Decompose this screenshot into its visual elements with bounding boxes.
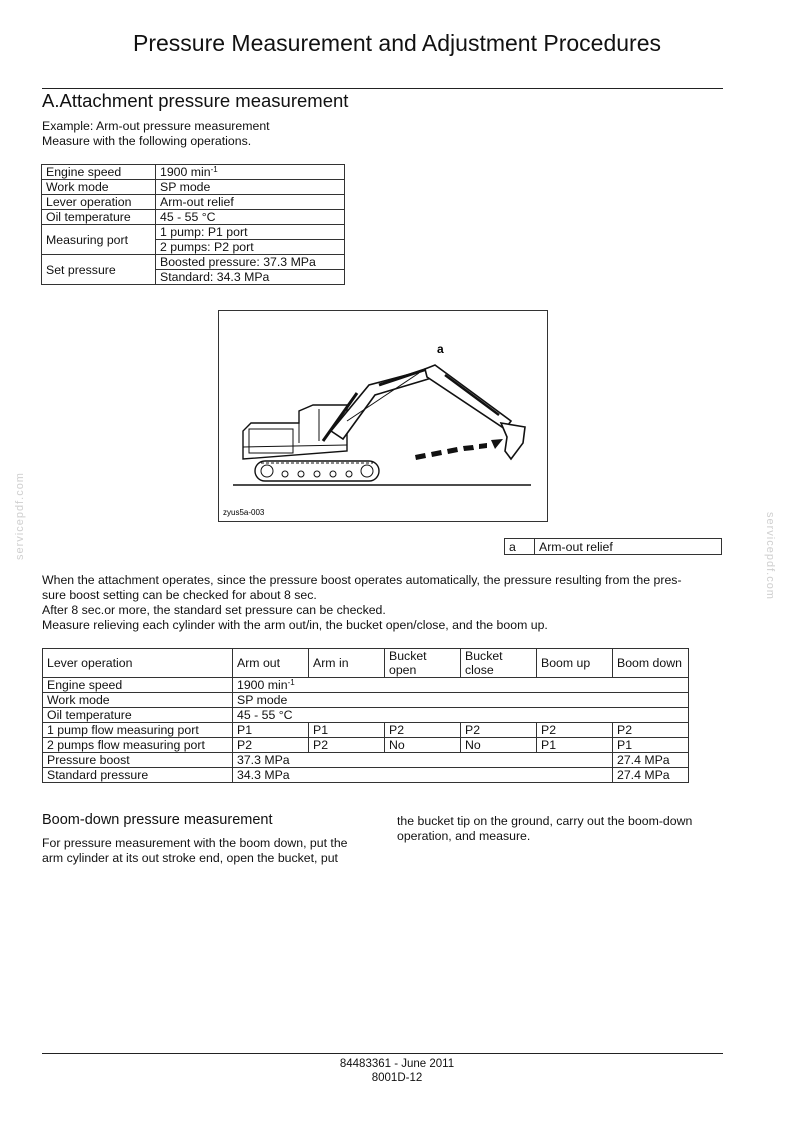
footer-doc-number: 84483361 - June 2011 xyxy=(339,1058,455,1070)
row-label: 1 pump flow measuring port xyxy=(43,723,233,738)
row-label: 2 pumps flow measuring port xyxy=(43,738,233,753)
table-cell: Arm-out relief xyxy=(156,195,345,210)
excavator-figure xyxy=(218,310,548,522)
body-paragraph xyxy=(42,573,723,633)
table-cell: Boosted pressure: 37.3 MPa xyxy=(156,255,345,270)
table-row xyxy=(42,195,345,210)
legend-text: Arm-out relief xyxy=(535,539,722,555)
column-header: Boom up xyxy=(537,649,613,678)
table-cell: Work mode xyxy=(42,180,156,195)
table-cell: 45 - 55 °C xyxy=(156,210,345,225)
intro-line: Measure with the following operations. xyxy=(42,134,252,148)
table-cell: No xyxy=(461,738,537,753)
body-column-left xyxy=(42,836,367,866)
table-cell: SP mode xyxy=(156,180,345,195)
table-cell: Engine speed xyxy=(42,165,156,180)
table-row xyxy=(42,225,345,240)
table-cell: Lever operation xyxy=(42,195,156,210)
watermark-right: servicepdf.com xyxy=(764,512,776,600)
table-row xyxy=(505,539,722,555)
table-cell: 34.3 MPa xyxy=(233,768,613,783)
table-cell: P2 xyxy=(613,723,689,738)
figure-legend xyxy=(504,538,722,555)
table-cell: P2 xyxy=(233,738,309,753)
pressure-table xyxy=(42,648,689,783)
table-header-row xyxy=(43,649,689,678)
table-row xyxy=(42,210,345,225)
footer-page-number: 8001D-12 xyxy=(371,1072,423,1084)
paragraph-line: Measure relieving each cylinder with the arm out/in, the bucket open/close, and the boom up. xyxy=(42,618,548,632)
paragraph-line: operation, and measure. xyxy=(397,829,531,843)
table-row xyxy=(43,723,689,738)
table-cell xyxy=(156,165,345,180)
table-row xyxy=(43,738,689,753)
conditions-table xyxy=(41,164,345,285)
column-header: Arm in xyxy=(309,649,385,678)
table-row xyxy=(42,255,345,270)
paragraph-line: After 8 sec.or more, the standard set pressure can be checked. xyxy=(42,603,386,617)
page-title: Pressure Measurement and Adjustment Procedures xyxy=(133,30,661,56)
table-cell: P1 xyxy=(537,738,613,753)
column-header: Bucket open xyxy=(385,649,461,678)
paragraph-line: arm cylinder at its out stroke end, open the bucket, put xyxy=(42,851,338,865)
row-label: Work mode xyxy=(43,693,233,708)
table-cell: Oil temperature xyxy=(42,210,156,225)
column-header: Boom down xyxy=(613,649,689,678)
table-cell: 37.3 MPa xyxy=(233,753,613,768)
paragraph-line: When the attachment operates, since the pressure boost operates automatically, the pressure resulting from the pres- xyxy=(42,573,682,587)
header-rule xyxy=(42,88,723,89)
table-cell: No xyxy=(385,738,461,753)
table-cell: P1 xyxy=(309,723,385,738)
figure-callout: a xyxy=(437,342,444,356)
table-cell: Set pressure xyxy=(42,255,156,285)
table-cell: P2 xyxy=(309,738,385,753)
table-row xyxy=(42,165,345,180)
legend-key: a xyxy=(505,539,535,555)
table-cell: Standard: 34.3 MPa xyxy=(156,270,345,285)
column-header: Lever operation xyxy=(43,649,233,678)
paragraph-line: For pressure measurement with the boom down, put the xyxy=(42,836,348,850)
table-cell: 27.4 MPa xyxy=(613,768,689,783)
figure-code: zyus5a-003 xyxy=(223,508,265,517)
table-row xyxy=(43,708,689,723)
table-cell: P1 xyxy=(613,738,689,753)
cell-text: 1900 min xyxy=(237,678,288,692)
column-header: Arm out xyxy=(233,649,309,678)
column-header: Bucket close xyxy=(461,649,537,678)
table-cell: 1 pump: P1 port xyxy=(156,225,345,240)
superscript: -1 xyxy=(210,165,218,174)
table-cell: SP mode xyxy=(233,693,689,708)
excavator-illustration xyxy=(219,311,547,521)
table-cell: 27.4 MPa xyxy=(613,753,689,768)
table-row xyxy=(42,180,345,195)
paragraph-line: the bucket tip on the ground, carry out the boom-down xyxy=(397,814,693,828)
table-cell: P2 xyxy=(537,723,613,738)
table-row xyxy=(43,678,689,693)
intro-line: Example: Arm-out pressure measurement xyxy=(42,119,270,133)
row-label: Standard pressure xyxy=(43,768,233,783)
watermark-left: servicepdf.com xyxy=(14,472,26,560)
table-cell: P2 xyxy=(385,723,461,738)
table-row xyxy=(43,693,689,708)
section-title: A.Attachment pressure measurement xyxy=(42,90,349,111)
row-label: Engine speed xyxy=(43,678,233,693)
row-label: Oil temperature xyxy=(43,708,233,723)
intro-text xyxy=(42,119,270,149)
table-cell: 2 pumps: P2 port xyxy=(156,240,345,255)
table-row xyxy=(43,753,689,768)
footer-rule xyxy=(42,1053,723,1054)
table-row xyxy=(43,768,689,783)
paragraph-line: sure boost setting can be checked for about 8 sec. xyxy=(42,588,317,602)
table-cell: Measuring port xyxy=(42,225,156,255)
subsection-title: Boom-down pressure measurement xyxy=(42,812,273,828)
table-cell xyxy=(233,678,689,693)
table-cell: 45 - 55 °C xyxy=(233,708,689,723)
row-label: Pressure boost xyxy=(43,753,233,768)
body-column-right xyxy=(397,814,723,844)
table-cell: P2 xyxy=(461,723,537,738)
table-cell: P1 xyxy=(233,723,309,738)
superscript: -1 xyxy=(287,678,295,687)
cell-text: 1900 min xyxy=(160,165,211,179)
